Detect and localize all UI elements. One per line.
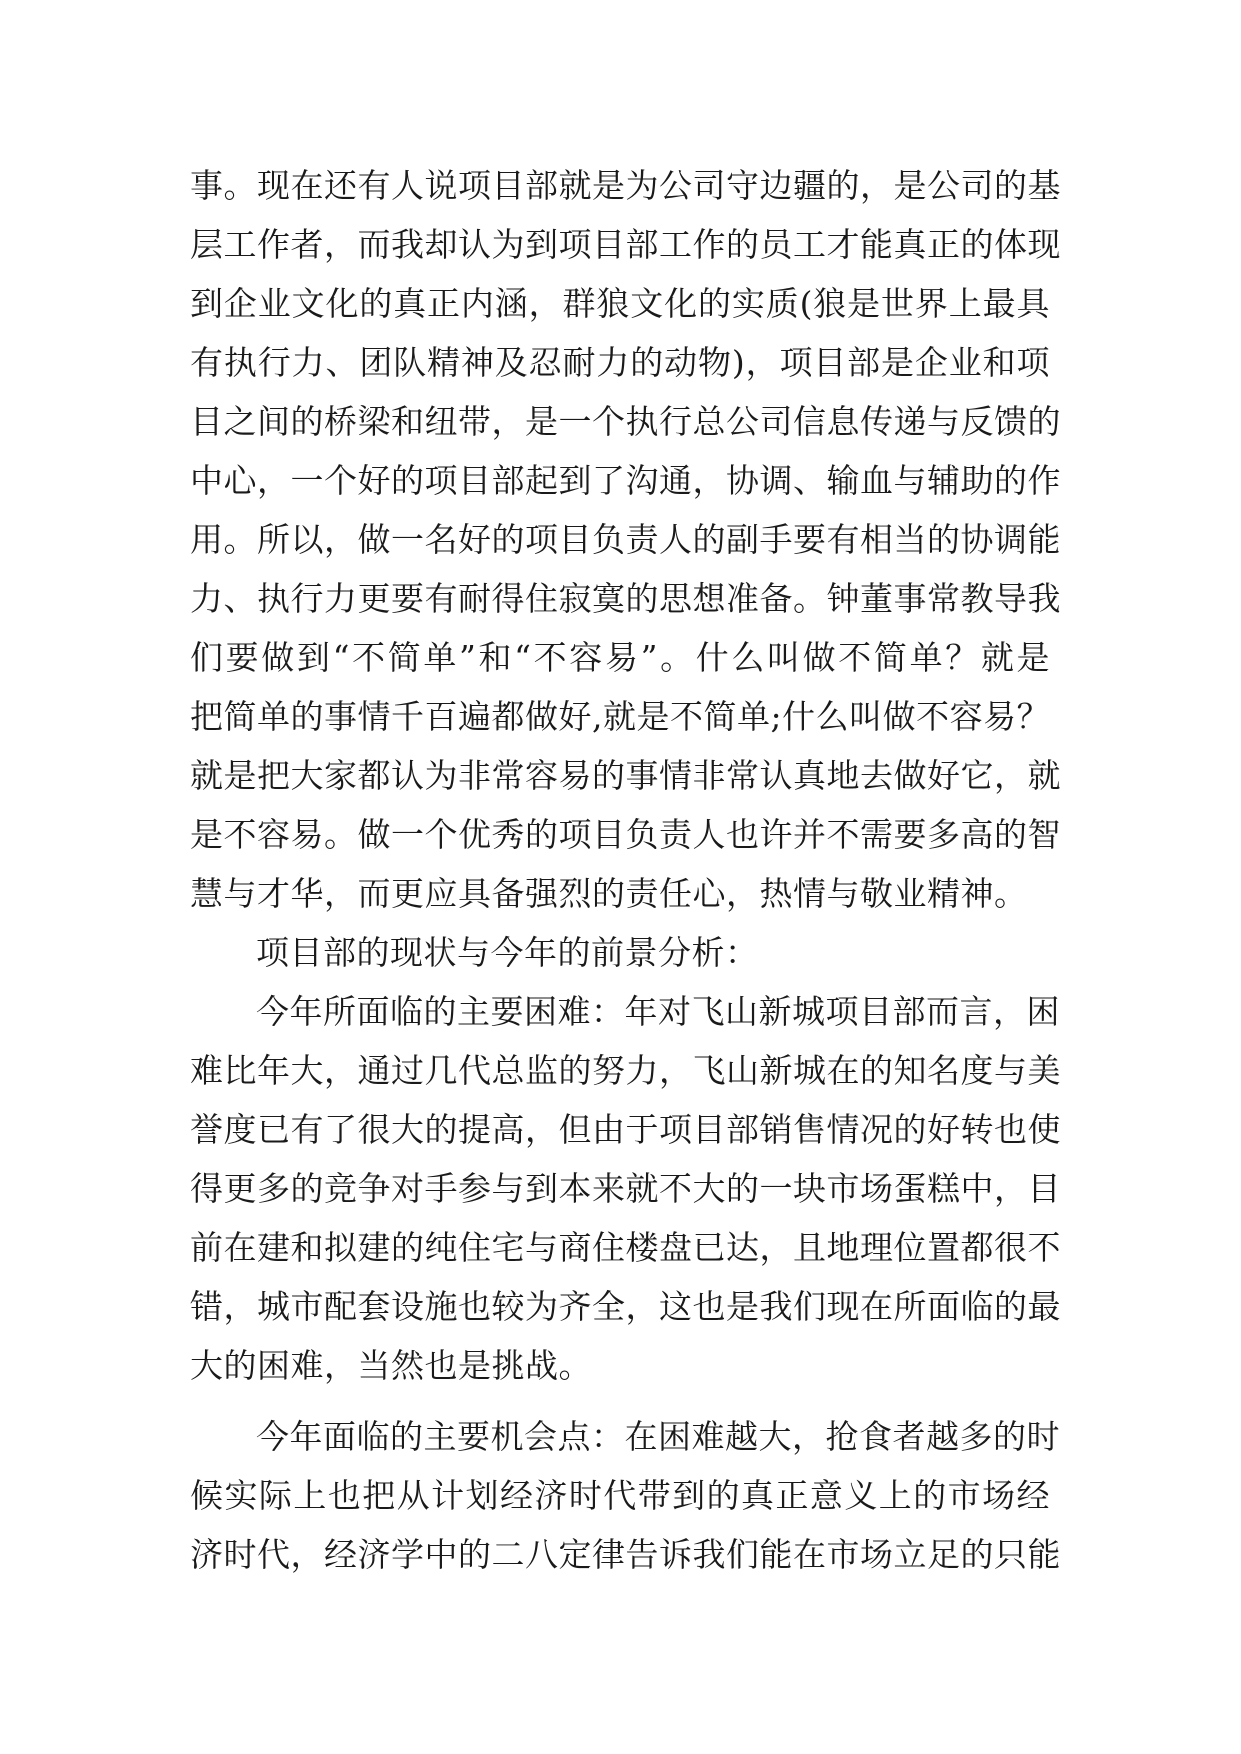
text-line: 候实际上也把从计划经济时代带到的真正意义上的市场经 (190, 1476, 1050, 1515)
paragraph (190, 982, 1061, 1395)
text-line: 前在建和拟建的纯住宅与商住楼盘已达，且地理位置都很不 (190, 1228, 1061, 1267)
document-body (190, 156, 1061, 1584)
text-line: 慧与才华，而更应具备强烈的责任心，热情与敬业精神。 (190, 874, 1028, 913)
text-line: 大的困难，当然也是挑战。 (190, 1346, 592, 1385)
text-line: 项目部的现状与今年的前景分析： (256, 933, 759, 972)
paragraph-heading (190, 923, 1050, 982)
paragraph (190, 1407, 1061, 1584)
text-line: 力、执行力更要有耐得住寂寞的思想准备。钟董事常教导我 (190, 579, 1061, 618)
text-line: 到企业文化的真正内涵，群狼文化的实质(狼是世界上最具 (190, 284, 1050, 323)
text-line: 得更多的竞争对手参与到本来就不大的一块市场蛋糕中，目 (190, 1169, 1061, 1208)
text-line: 今年所面临的主要困难：年对飞山新城项目部而言，困 (256, 992, 1060, 1031)
text-line: 济时代，经济学中的二八定律告诉我们能在市场立足的只能 (190, 1535, 1061, 1574)
paragraph (190, 156, 1061, 923)
text-line: 错，城市配套设施也较为齐全，这也是我们现在所面临的最 (190, 1287, 1061, 1326)
text-line: 难比年大，通过几代总监的努力，飞山新城在的知名度与美 (190, 1051, 1061, 1090)
text-line: 们要做到“不简单”和“不容易”。什么叫做不简单？就是 (190, 638, 1050, 677)
text-line: 把简单的事情千百遍都做好,就是不简单;什么叫做不容易？ (190, 697, 1051, 736)
text-line: 今年面临的主要机会点：在困难越大，抢食者越多的时 (256, 1417, 1060, 1456)
text-line: 是不容易。做一个优秀的项目负责人也许并不需要多高的智 (190, 815, 1061, 854)
paragraph-gap (190, 1395, 1050, 1407)
text-line: 就是把大家都认为非常容易的事情非常认真地去做好它，就 (190, 756, 1061, 795)
text-line: 用。所以，做一名好的项目负责人的副手要有相当的协调能 (190, 520, 1061, 559)
text-line: 目之间的桥梁和纽带，是一个执行总公司信息传递与反馈的 (190, 402, 1061, 441)
text-line: 层工作者，而我却认为到项目部工作的员工才能真正的体现 (190, 225, 1061, 264)
text-line: 有执行力、团队精神及忍耐力的动物)，项目部是企业和项 (190, 343, 1050, 382)
text-line: 中心，一个好的项目部起到了沟通，协调、输血与辅助的作 (190, 461, 1061, 500)
text-line: 事。现在还有人说项目部就是为公司守边疆的，是公司的基 (190, 166, 1061, 205)
text-line: 誉度已有了很大的提高，但由于项目部销售情况的好转也使 (190, 1110, 1061, 1149)
